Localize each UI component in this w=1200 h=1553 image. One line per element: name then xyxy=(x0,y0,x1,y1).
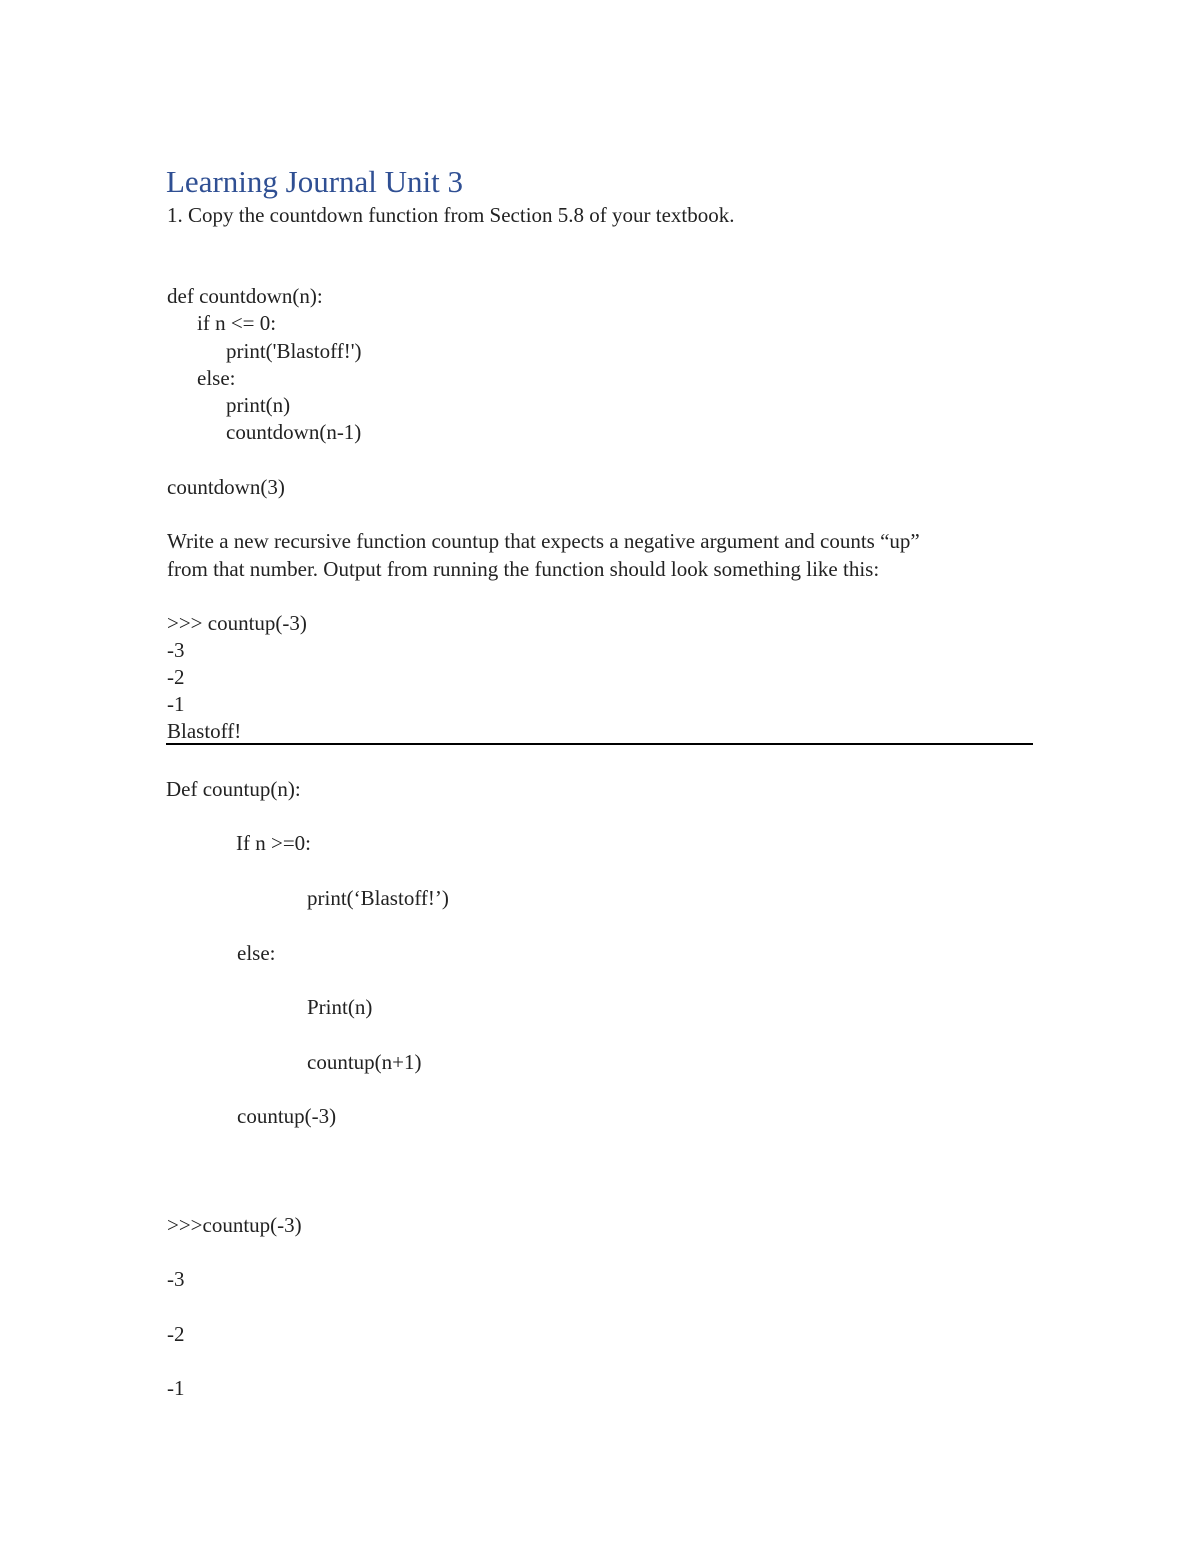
output-line: -3 xyxy=(167,1267,185,1291)
output-line: -1 xyxy=(167,692,185,716)
code-line: countdown(3) xyxy=(167,475,285,499)
output-line: -1 xyxy=(167,1376,185,1400)
code-line: Print(n) xyxy=(307,995,373,1019)
code-line: else: xyxy=(237,941,276,965)
output-line: -3 xyxy=(167,638,185,662)
code-line: else: xyxy=(197,366,236,390)
code-line: Def countup(n): xyxy=(166,777,301,801)
code-line: def countdown(n): xyxy=(167,284,323,308)
code-line: If n >=0: xyxy=(236,831,312,855)
horizontal-divider xyxy=(166,743,1033,745)
output-line: >>> countup(-3) xyxy=(167,611,307,635)
code-line: print(‘Blastoff!’) xyxy=(307,886,449,910)
code-line: countup(n+1) xyxy=(307,1050,422,1074)
instruction-line: Write a new recursive function countup that expects a negative argument and counts “up” xyxy=(167,529,920,553)
output-line: Blastoff! xyxy=(167,719,242,743)
question-text: 1. Copy the countdown function from Section 5.8 of your textbook. xyxy=(167,203,735,227)
code-line: countdown(n-1) xyxy=(226,420,362,444)
output-line: >>>countup(-3) xyxy=(167,1213,302,1237)
output-line: -2 xyxy=(167,665,185,689)
output-line: -2 xyxy=(167,1322,185,1346)
code-line: print(n) xyxy=(226,393,291,417)
code-line: if n <= 0: xyxy=(197,311,277,335)
instruction-line: from that number. Output from running the function should look something like this: xyxy=(167,557,880,581)
code-line: countup(-3) xyxy=(237,1104,337,1128)
code-line: print('Blastoff!') xyxy=(226,339,362,363)
page-title: Learning Journal Unit 3 xyxy=(166,164,464,199)
